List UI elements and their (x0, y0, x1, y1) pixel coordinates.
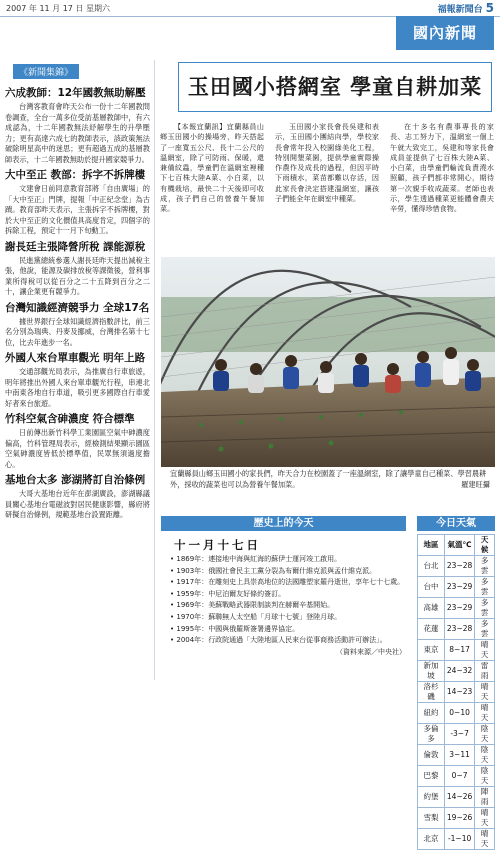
weather-condition: 陰天 (475, 745, 495, 766)
weather-temp: 3~11 (444, 745, 474, 766)
weather-row (418, 703, 495, 724)
weather-city: 紐約 (418, 703, 445, 724)
weather-temp: 14~23 (444, 682, 474, 703)
weather-city: 洛杉磯 (418, 682, 445, 703)
history-year: 1903年 (176, 566, 202, 575)
weather-city: 北京 (418, 829, 445, 850)
weather-temp: 0~10 (444, 703, 474, 724)
history-text: 行政院通過「大陸地區人民來台從事商務活動許可辦法」。 (208, 636, 387, 645)
weather-temp: -1~10 (444, 829, 474, 850)
history-text: 在雕刻史上具崇高地位的法國雕塑家羅丹逝世，享年七十七歲。 (208, 578, 405, 587)
weather-condition: 晴天 (475, 640, 495, 661)
weather-temp: 24~32 (444, 661, 474, 682)
weather-city: 東京 (418, 640, 445, 661)
history-date: 十一月十七日 (174, 538, 261, 552)
history-item: • 1903年：俄國社會民主工黨分裂為布爾什維克派與孟什維克派。 (170, 566, 377, 575)
paper-name (438, 1, 494, 15)
history-item: • 2004年：行政院通過「大陸地區人民來台從事商務活動許可辦法」。 (170, 636, 387, 645)
article-headline: 玉田國小搭網室 學童自耕加菜 (178, 62, 492, 112)
brief-item (5, 352, 150, 409)
article-paragraph: 在十多名有農事專長的家長、志工努力下，溫網室一個上午就大致完工，吳建和等家長會成員並提供了七百株大陸A菜、小白菜，由學童們輪流負責澆水照顧，孩子們都非常開心，期待第一次親手收成蔬菜。老師也表示，學生透過種菜更能體會農夫辛勞，懂得珍惜食物。 (390, 122, 494, 214)
brief-text: 日前傳出新竹科學工業園區空氣中砷濃度偏高，竹科管理局表示，經檢測結果顯示園區空氣砷濃度皆低於標準值，民眾無須過度擔心。 (5, 428, 150, 469)
history-list (170, 554, 406, 657)
brief-title: 六成教師：12年國教無助解壓 (5, 87, 146, 99)
weather-temp: 23~29 (444, 598, 474, 619)
article-paragraph: 【本報宜蘭訊】宜蘭縣員山鄉玉田國小的操場旁，昨天搭起了一座寬五公尺、長十二公尺的溫網室，除了可防雨、保暖，還兼備紋蟲，學童們在溫網室裡種下七百株大陸A菜、小白菜，以有機栽培，最快二十天後即可收成，孩子們自己的營養午餐加菜。 (160, 122, 264, 214)
photo-caption (170, 469, 490, 490)
brief-text: 據世界銀行全球知識經濟指數評比，前三名分別為瑞典、丹麥及挪威，台灣排名第十七位，比去年進步一名。 (5, 316, 150, 347)
weather-condition: 雷雨 (475, 661, 495, 682)
weather-condition: 多雲 (475, 556, 495, 577)
weather-row (418, 661, 495, 682)
weather-temp: 0~7 (444, 766, 474, 787)
weather-header-cell: 地區 (418, 535, 445, 556)
section-badge: 國內新聞 (396, 16, 494, 50)
brief-title: 竹科空氣含砷濃度 符合標準 (5, 413, 135, 425)
history-item: • 1959年：中尼泊爾友好條約簽訂。 (170, 589, 286, 598)
weather-header-row (418, 535, 495, 556)
brief-item (5, 474, 150, 521)
brief-item (5, 87, 150, 165)
history-text: 美蘇戰略武器限制談判在赫爾辛基開始。 (208, 601, 335, 610)
brief-item (5, 413, 150, 470)
weather-condition: 晴天 (475, 829, 495, 850)
history-text: 蘇聯無人太空船「月球十七號」登陸月球。 (208, 612, 342, 621)
history-year: 1959年 (176, 589, 202, 598)
weather-row (418, 577, 495, 598)
caption-text: 宜蘭縣員山鄉玉田國小的家長們，昨天合力在校園蓋了一座溫網室，除了讓學童自己種菜、學習農耕外，採收的蔬菜也可以為營養午餐加菜。 (170, 469, 487, 489)
brief-item (5, 241, 150, 298)
weather-city: 倫敦 (418, 745, 445, 766)
history-year: 2004年 (176, 636, 202, 645)
article-column-2 (275, 122, 379, 254)
article-paragraph: 玉田國小家長會長吳建和表示，玉田國小團結向學，學校家長會常年投入校園綠美化工程，特別開墾菜園，提供學童實際操作農作及成長的過程，但因平時下雨積水，菜苗都難以存活，因此家長會決定搭建溫網室，讓孩子們能全年在網室中種菜。 (275, 122, 379, 204)
history-text: 連接地中海與紅海的蘇伊士運河竣工啟用。 (208, 555, 342, 563)
weather-row (418, 640, 495, 661)
weather-row (418, 829, 495, 850)
weather-temp: -3~7 (444, 724, 474, 745)
history-title: 歷史上的今天 (161, 516, 406, 531)
brief-item (5, 169, 150, 237)
history-year: 1969年 (176, 601, 202, 610)
weather-row (418, 724, 495, 745)
brief-title: 大中至正 教部：拆字不拆牌樓 (5, 169, 146, 181)
weather-city: 多倫多 (418, 724, 445, 745)
weather-city: 台中 (418, 577, 445, 598)
history-item: • 1869年：連接地中海與紅海的蘇伊士運河竣工啟用。 (170, 555, 342, 563)
column-divider (154, 60, 155, 680)
weather-condition: 晴天 (475, 682, 495, 703)
brief-text: 大哥大基地台近年在澎湖廣設，澎湖縣議員關心基地台電磁波對居民健康影響，縣府將研擬自治條例，規範基地台設置距離。 (5, 489, 150, 519)
brief-title: 謝長廷主張降營所稅 課能源稅 (5, 240, 146, 253)
weather-condition: 多雲 (475, 598, 495, 619)
weather-header-cell: 天候 (475, 535, 495, 556)
brief-text: 交通部觀光局表示，為推廣自行車旅遊，明年將推出外國人來台單車觀光行程，串連北中南東各地自行車道，吸引更多國際自行車愛好者來台旅遊。 (5, 367, 150, 408)
weather-city: 高雄 (418, 598, 445, 619)
weather-temp: 23~28 (444, 619, 474, 640)
weather-row (418, 745, 495, 766)
weather-row (418, 787, 495, 808)
weather-temp: 14~26 (444, 787, 474, 808)
brief-title: 外國人來台單車觀光 明年上路 (5, 352, 146, 364)
paper-title: 福報新聞台 (437, 5, 483, 15)
weather-table (417, 534, 495, 850)
history-source: （資料來源／中央社） (336, 647, 406, 656)
issue-date: 2007 年 11 月 17 日 星期六 (6, 4, 110, 13)
weather-row (418, 619, 495, 640)
brief-item (5, 302, 150, 349)
article-column-1 (160, 122, 264, 254)
photo-credit: 羅建旺攝 (461, 479, 490, 489)
history-year: 1917年 (176, 578, 202, 587)
weather-row (418, 598, 495, 619)
brief-text: 民進黨總統參選人謝長廷昨天提出減稅主張，他說，能源及碳排放稅等課徵後，營利事業所得稅可以從百分之二十五降到百分之二十，讓企業更有競爭力。 (5, 255, 150, 296)
brief-title: 台灣知識經濟競爭力 全球17名 (5, 301, 150, 314)
greenhouse-photo (161, 257, 495, 467)
weather-city: 約堡 (418, 787, 445, 808)
history-text: 俄國社會民主工黨分裂為布爾什維克派與孟什維克派。 (208, 566, 377, 575)
history-year: 1995年 (176, 624, 202, 633)
brief-title: 基地台太多 澎湖將訂自治條例 (5, 474, 146, 486)
weather-row (418, 766, 495, 787)
weather-city: 台北 (418, 556, 445, 577)
brief-text: 台灣客教育會昨天公布一份十二年國教問卷調查，全台一萬多位受訪基層教師中，有六成認為，十二年國教無法紓解學生的升學壓力；更有高達六成七的教師表示，該政策無法破除明星高中的迷思；更有超過五成的基層教師表示，十二年國教無助於提升國家競爭力。 (5, 102, 150, 164)
weather-condition: 多雲 (475, 577, 495, 598)
weather-temp: 19~26 (444, 808, 474, 829)
weather-title: 今日天氣 (417, 516, 495, 531)
history-item: • 1995年：中國與俄羅斯簽署邊界協定。 (170, 624, 300, 633)
weather-row (418, 556, 495, 577)
briefs-tag: 《新聞集錦》 (13, 64, 79, 79)
article-column-3 (390, 122, 494, 254)
weather-condition: 陣雨 (475, 787, 495, 808)
weather-city: 雪梨 (418, 808, 445, 829)
weather-condition: 多雲 (475, 619, 495, 640)
weather-row (418, 682, 495, 703)
weather-row (418, 808, 495, 829)
history-item: • 1969年：美蘇戰略武器限制談判在赫爾辛基開始。 (170, 601, 335, 610)
news-briefs-column (5, 60, 150, 693)
article-body (160, 122, 495, 254)
history-text: 中尼泊爾友好條約簽訂。 (208, 589, 286, 598)
weather-temp: 23~28 (444, 556, 474, 577)
brief-text: 文建會日前同意教育部將「自由廣場」的「大中至正」門牌，提報「中正紀念堂」為古蹟。教育部昨天表示，主張拆字不拆牌樓，對於大中至正的文化價值具高度肯定，四個字的拆除工程，預定十一月下旬動工。 (5, 184, 150, 235)
history-year: 1970年 (176, 612, 202, 621)
weather-city: 巴黎 (418, 766, 445, 787)
history-item: • 1970年：蘇聯無人太空船「月球十七號」登陸月球。 (170, 612, 342, 621)
weather-condition: 晴天 (475, 808, 495, 829)
weather-condition: 晴天 (475, 703, 495, 724)
weather-temp: 8~17 (444, 640, 474, 661)
weather-temp: 23~29 (444, 577, 474, 598)
weather-condition: 陰天 (475, 766, 495, 787)
weather-city: 新加坡 (418, 661, 445, 682)
weather-city: 花蓮 (418, 619, 445, 640)
weather-header-cell: 氣溫℃ (444, 535, 474, 556)
weather-condition: 陰天 (475, 724, 495, 745)
history-text: 中國與俄羅斯簽署邊界協定。 (208, 624, 300, 633)
history-year: 1869年 (176, 555, 202, 563)
history-item: • 1917年：在雕刻史上具崇高地位的法國雕塑家羅丹逝世，享年七十七歲。 (170, 578, 405, 587)
page-number: 5 (485, 1, 494, 15)
